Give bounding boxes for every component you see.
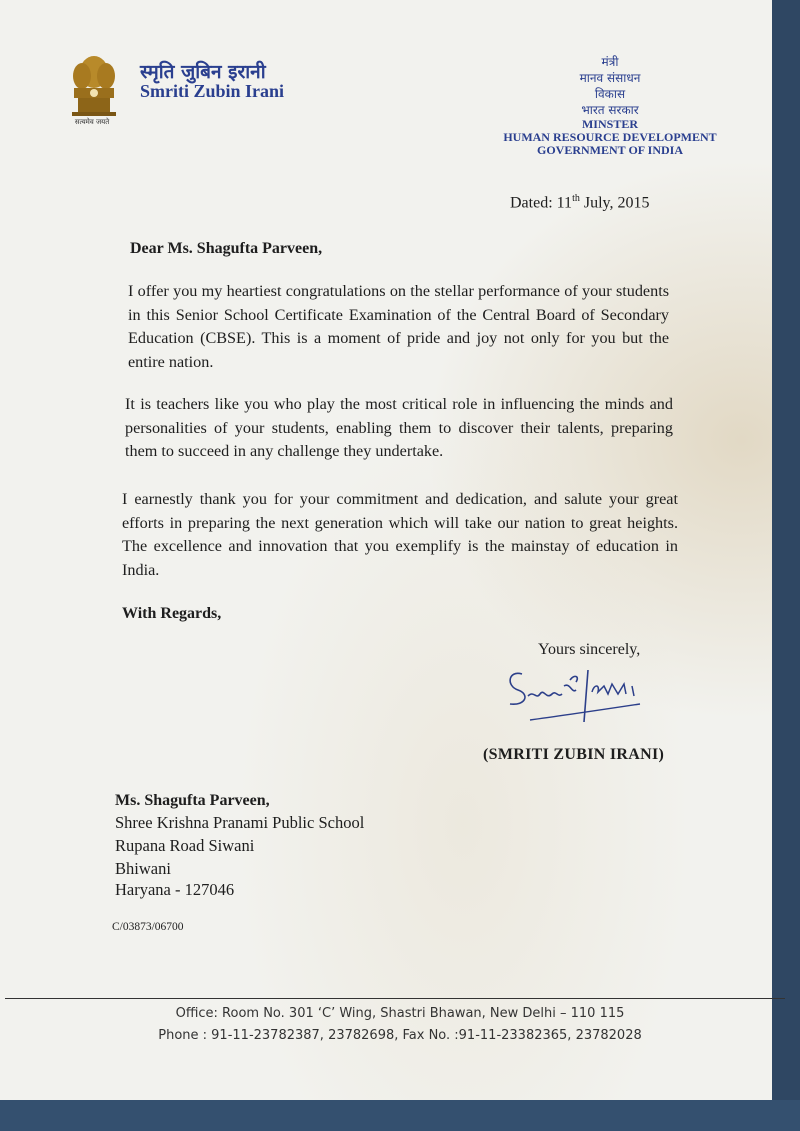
- salutation: Dear Ms. Shagufta Parveen,: [130, 240, 323, 257]
- footer-phone: Phone : 91-11-23782387, 23782698, Fax No. :91-11-23382365, 23782028: [158, 1028, 642, 1043]
- designation-english-line: GOVERNMENT OF INDIA: [536, 143, 683, 157]
- designation-english-line: HUMAN RESOURCE DEVELOPMENT: [503, 130, 717, 144]
- signatory-name: (SMRITI ZUBIN IRANI): [483, 746, 665, 763]
- background-surface: [0, 1100, 800, 1131]
- body-paragraph: It is teachers like you who play the most critical role in influencing the minds and personalities of your students, enabling them to discover their talents, preparing them to succeed in any challenge they undertake.: [125, 395, 673, 460]
- recipient-address-line: Bhiwani: [115, 859, 171, 878]
- designation-hindi-line: मानव संसाधन: [579, 71, 641, 85]
- closing: With Regards,: [122, 605, 222, 622]
- date-prefix: Dated: 11: [510, 194, 573, 212]
- letter-date: [510, 193, 649, 212]
- reference-number: C/03873/06700: [112, 921, 184, 933]
- minister-name-english: Smriti Zubin Irani: [140, 81, 285, 101]
- sign-off: Yours sincerely,: [538, 641, 641, 658]
- designation-hindi-line: विकास: [594, 87, 626, 101]
- designation-hindi-line: मंत्री: [601, 55, 619, 69]
- emblem-motto: सत्यमेव जयते: [74, 118, 110, 126]
- designation-english-line: MINSTER: [581, 117, 638, 131]
- body-paragraph: I offer you my heartiest congratulations on the stellar performance of your students in this Senior School Certificate Examination of the Central Board of Secondary Education (CBSE). This is a moment of pride and joy not only for you but the entire nation.: [128, 282, 669, 371]
- handwritten-signature: [500, 660, 650, 730]
- footer-office-address: Office: Room No. 301 ‘C’ Wing, Shastri Bhawan, New Delhi – 110 115: [175, 1006, 625, 1021]
- designation-block: [480, 54, 740, 157]
- footer-divider: [5, 998, 785, 999]
- recipient-name: Ms. Shagufta Parveen,: [115, 792, 270, 809]
- recipient-address-line: Rupana Road Siwani: [115, 836, 255, 855]
- date-rest: July, 2015: [579, 194, 650, 212]
- body-paragraph: I earnestly thank you for your commitment and dedication, and salute your great efforts in preparing the next generation which will take our nation to great heights. The excellence and innovation that you exemplify is the mainstay of education in India.: [122, 490, 678, 579]
- designation-hindi-line: भारत सरकार: [581, 103, 639, 117]
- minister-name-hindi: स्मृति जुबिन इरानी: [140, 61, 266, 83]
- recipient-address-line: Haryana - 127046: [115, 880, 235, 899]
- date-suffix: th: [572, 193, 580, 204]
- recipient-address-line: Shree Krishna Pranami Public School: [115, 813, 365, 832]
